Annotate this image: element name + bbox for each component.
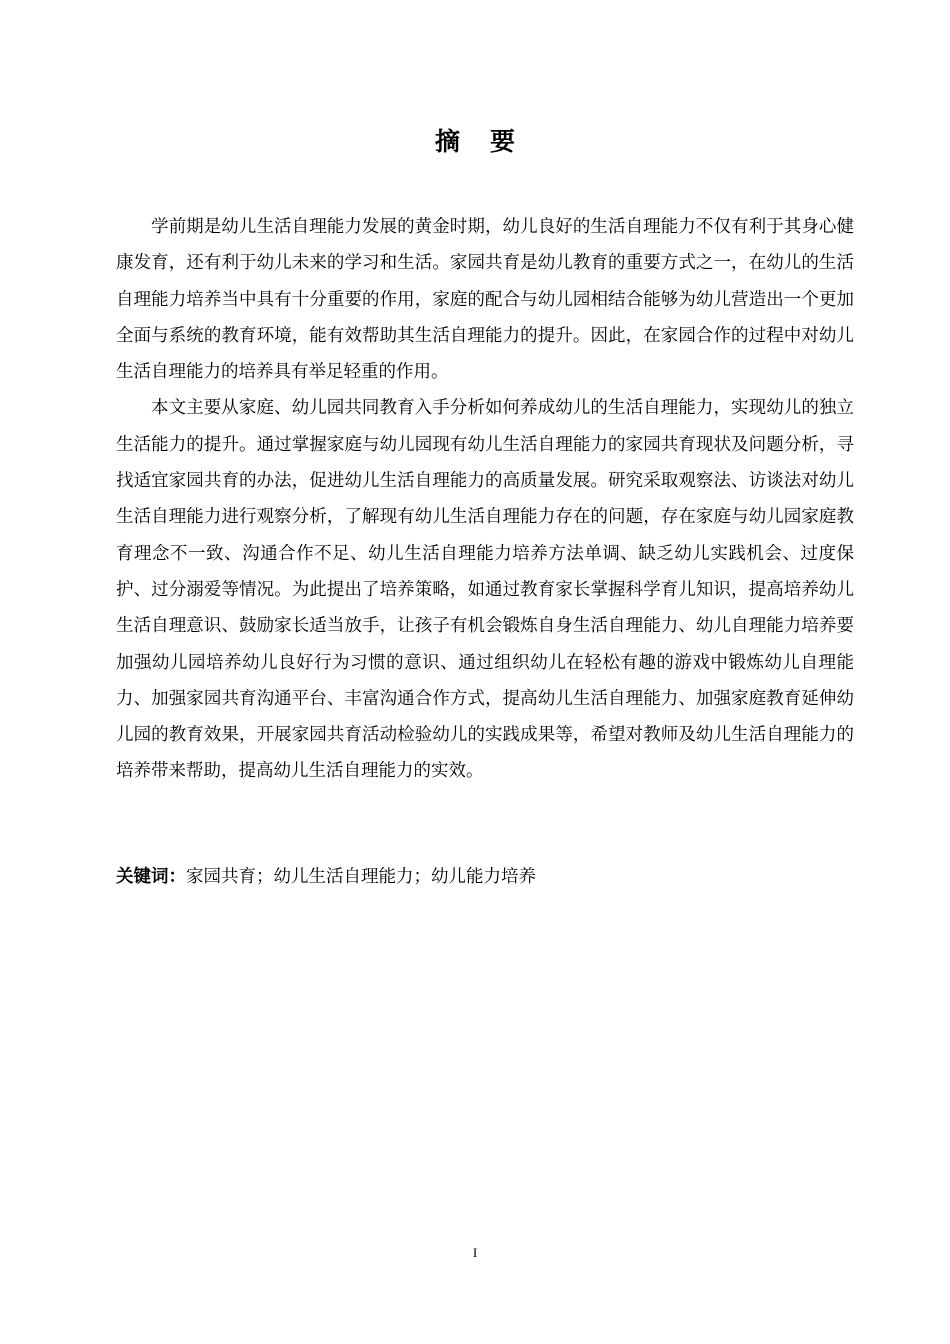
page-number: I — [472, 1245, 478, 1260]
keywords-label: 关键词： — [116, 867, 186, 887]
abstract-paragraph-1: 学前期是幼儿生活自理能力发展的黄金时期，幼儿良好的生活自理能力不仅有利于其身心健康发育，还有利于幼儿未来的学习和生活。家园共育是幼儿教育的重要方式之一，在幼儿的生活自理能力培养当中具有十分重要的作用，家庭的配合与幼儿园相结合能够为幼儿营造出一个更加全面与系统的教育环境，能有效帮助其生活自理能力的提升。因此，在家园合作的过程中对幼儿生活自理能力的培养具有举足轻重的作用。 — [116, 217, 854, 383]
page-title: 摘要 — [434, 127, 545, 156]
keywords-line — [116, 862, 854, 892]
abstract-body — [116, 209, 854, 790]
abstract-paragraph-2: 本文主要从家庭、幼儿园共同教育入手分析如何养成幼儿的生活自理能力，实现幼儿的独立生活能力的提升。通过掌握家庭与幼儿园现有幼儿生活自理能力的家园共育现状及问题分析，寻找适宜家园共育的办法，促进幼儿生活自理能力的高质量发展。研究采取观察法、访谈法对幼儿生活自理能力进行观察分析，了解现有幼儿生活自理能力存在的问题，存在家庭与幼儿园家庭教育理念不一致、沟通合作不足、幼儿生活自理能力培养方法单调、缺乏幼儿实践机会、过度保护、过分溺爱等情况。为此提出了培养策略，如通过教育家长掌握科学育儿知识，提高培养幼儿生活自理意识、鼓励家长适当放手，让孩子有机会锻炼自身生活自理能力、幼儿自理能力培养要加强幼儿园培养幼儿良好行为习惯的意识、通过组织幼儿在轻松有趣的游戏中锻炼幼儿自理能力、加强家园共育沟通平台、丰富沟通合作方式，提高幼儿生活自理能力、加强家庭教育延伸幼儿园的教育效果，开展家园共育活动检验幼儿的实践成果等，希望对教师及幼儿生活自理能力的培养带来帮助，提高幼儿生活自理能力的实效。 — [116, 398, 854, 782]
keywords-text: 家园共育；幼儿生活自理能力；幼儿能力培养 — [186, 867, 536, 887]
